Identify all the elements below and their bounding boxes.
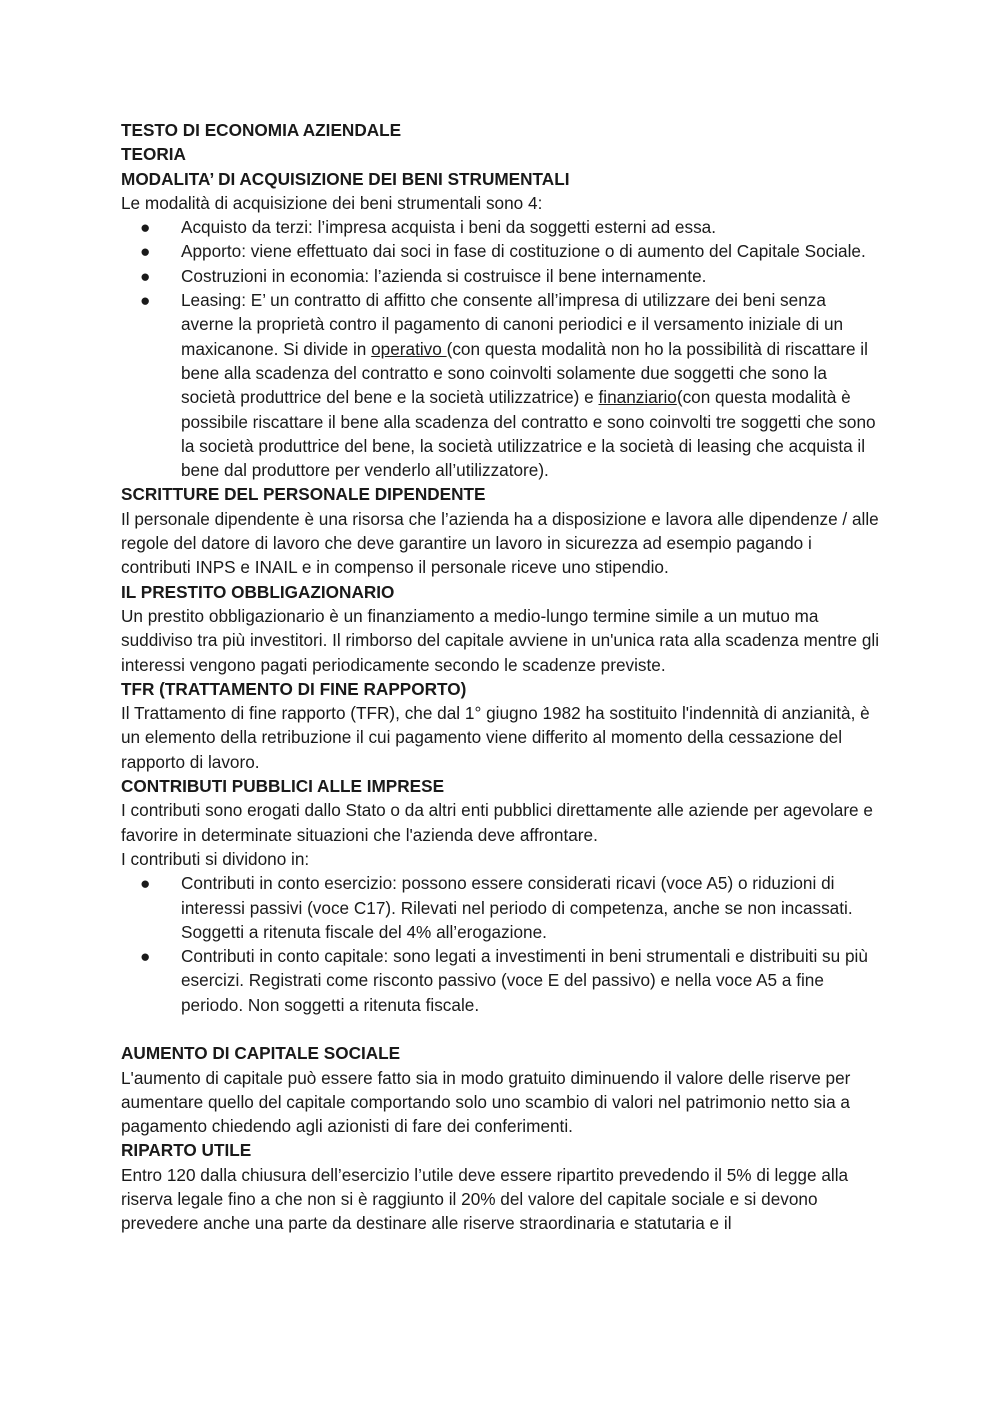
section-text-prestito: Un prestito obbligazionario è un finanziamento a medio-lungo termine simile a un mutuo ma suddiviso tra più investitori. Il rimborso del capitale avviene in un'unica rata alla scadenza mentre gli interessi vengono pagati periodicamente secondo le scadenze previste. xyxy=(121,605,880,675)
bullet-icon: ● xyxy=(140,946,151,967)
section-text-personale: Il personale dipendente è una risorsa che l’azienda ha a disposizione e lavora alle dipendenze / alle regole del datore di lavoro che deve garantire un lavoro in sicurezza ad esempio pagando i contributi INPS e INAIL e in compenso il personale riceve uno stipendio. xyxy=(121,508,879,578)
leasing-text-2: (con questa modalità non ho la possibilità di riscattare il bene alla scadenza del contratto e sono coinvolti solamente due soggetti che sono la società produttrice del bene e la società utilizzatrice) e xyxy=(181,338,868,408)
leasing-finanziario-link[interactable]: finanziario xyxy=(598,387,677,408)
list-item-text: Contributi in conto capitale: sono legati a investimenti in beni strumentali e distribuiti su più esercizi. Registrati come risconto passivo (voce E del passivo) e nella voce A5 a fine periodo. Non soggetti a ritenuta fiscale. xyxy=(181,946,868,1015)
list-item xyxy=(121,871,881,944)
document-subtitle: TEORIA xyxy=(121,144,186,165)
list-item-text: Acquisto da terzi: l’impresa acquista i beni da soggetti esterni ad essa. xyxy=(181,217,717,238)
list-acquisizione xyxy=(121,215,881,482)
list-item xyxy=(121,215,881,239)
bullet-icon: ● xyxy=(140,265,151,286)
section-heading-tfr: TFR (TRATTAMENTO DI FINE RAPPORTO) xyxy=(121,678,467,699)
bullet-icon: ● xyxy=(140,217,151,238)
section-heading-prestito: IL PRESTITO OBBLIGAZIONARIO xyxy=(121,581,395,602)
leasing-text-1: Leasing: E’ un contratto di affitto che consente all’impresa di utilizzare dei beni senza averne la proprietà contro il pagamento di canoni periodici e il versamento iniziale di un maxicanone. Si divide in xyxy=(181,290,844,359)
list-item-text: Contributi in conto esercizio: possono essere considerati ricavi (voce A5) o riduzioni di interessi passivi (voce C17). Rilevati nel periodo di competenza, anche se non incassati. Soggetti a ritenuta fiscale del 4% all’erogazione. xyxy=(181,873,853,942)
bullet-icon: ● xyxy=(140,241,151,262)
section-heading-aumento-capitale: AUMENTO DI CAPITALE SOCIALE xyxy=(121,1043,401,1064)
list-item-text: Apporto: viene effettuato dai soci in fase di costituzione o di aumento del Capitale Sociale. xyxy=(181,241,866,262)
paragraph-gap xyxy=(121,1017,881,1041)
list-item xyxy=(121,264,881,288)
section-text-tfr: Il Trattamento di fine rapporto (TFR), che dal 1° giugno 1982 ha sostituito l'indennità di anzianità, è un elemento della retribuzione il cui pagamento viene differito al momento della cessazione del rapporto di lavoro. xyxy=(121,703,870,772)
section-heading-acquisizione: MODALITA’ DI ACQUISIZIONE DEI BENI STRUMENTALI xyxy=(121,168,570,189)
leasing-text-3: (con questa modalità è possibile riscattare il bene alla scadenza del contratto e sono coinvolti tre soggetti che sono la società produttrice del bene, la società utilizzatrice e la società di leasing che acquista il bene dal produttore per venderlo all’utilizzatore). xyxy=(181,387,876,481)
section-intro-acquisizione: Le modalità di acquisizione dei beni strumentali sono 4: xyxy=(121,192,543,213)
bullet-icon: ● xyxy=(140,290,151,311)
list-contributi xyxy=(121,871,881,1017)
document-page xyxy=(121,118,881,1236)
section-text-riparto-utile: Entro 120 dalla chiusura dell’esercizio l’utile deve essere ripartito prevedendo il 5% di legge alla riserva legale fino a che non si è raggiunto il 20% del valore del capitale sociale e si devono prevedere anche una parte da destinare alle riserve straordinaria e statutaria e il xyxy=(121,1164,849,1234)
list-item xyxy=(121,239,881,263)
section-text-contributi: I contributi sono erogati dallo Stato o da altri enti pubblici direttamente alle aziende per agevolare e favorire in determinate situazioni che l'azienda deve affrontare. xyxy=(121,800,873,845)
list-item xyxy=(121,944,881,1017)
section-heading-personale: SCRITTURE DEL PERSONALE DIPENDENTE xyxy=(121,484,486,505)
section-text-aumento-capitale: L'aumento di capitale può essere fatto sia in modo gratuito diminuendo il valore delle riserve per aumentare quello del capitale comportando solo uno scambio di valori nel patrimonio netto sia a pagamento chiedendo agli azionisti di fare dei conferimenti. xyxy=(121,1067,851,1137)
list-item-leasing xyxy=(121,288,881,482)
list-item-text: Costruzioni in economia: l’azienda si costruisce il bene internamente. xyxy=(181,265,707,286)
section-heading-riparto-utile: RIPARTO UTILE xyxy=(121,1140,252,1161)
section-intro-contributi: I contributi si dividono in: xyxy=(121,848,310,869)
section-heading-contributi: CONTRIBUTI PUBBLICI ALLE IMPRESE xyxy=(121,776,445,797)
bullet-icon: ● xyxy=(140,873,151,894)
document-title: TESTO DI ECONOMIA AZIENDALE xyxy=(121,120,402,140)
leasing-operativo-link[interactable]: operativo xyxy=(371,338,447,359)
